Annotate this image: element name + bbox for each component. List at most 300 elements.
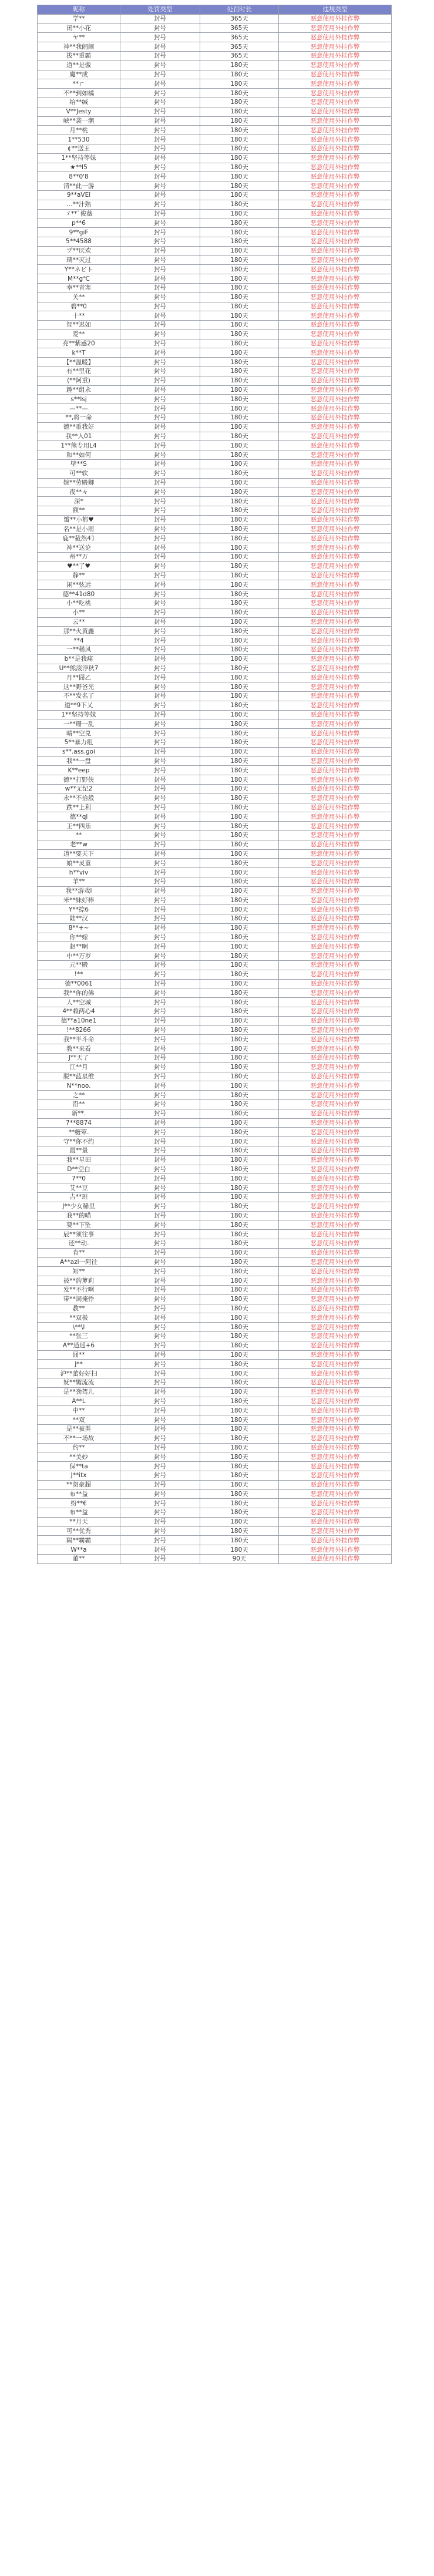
penalty-duration-cell: 180天 [200,840,279,849]
penalty-type-cell: 封号 [120,487,200,497]
nickname-cell: 深* [38,497,120,506]
penalty-duration-cell: 180天 [200,1294,279,1304]
nickname-cell: **,将一命 [38,413,120,423]
nickname-cell: 脱**蓝星维 [38,1072,120,1081]
penalty-duration-cell: 180天 [200,181,279,191]
penalty-type-cell: 封号 [120,395,200,404]
penalty-duration-cell: 180天 [200,775,279,785]
nickname-cell: **张三 [38,1331,120,1341]
nickname-cell: h**viv [38,868,120,877]
penalty-type-cell: 封号 [120,1155,200,1165]
penalty-duration-cell: 180天 [200,190,279,200]
penalty-duration-cell: 180天 [200,1331,279,1341]
table-row [38,1434,392,1443]
penalty-type-cell: 封号 [120,988,200,998]
table-row [38,1424,392,1434]
violation-type-cell: 恶意使用外挂作弊 [279,385,392,395]
violation-type-cell: 恶意使用外挂作弊 [279,1276,392,1286]
violation-type-cell: 恶意使用外挂作弊 [279,961,392,970]
violation-type-cell: 恶意使用外挂作弊 [279,868,392,877]
table-row [38,1341,392,1350]
table-row [38,60,392,70]
nickname-cell: 发**不行啊 [38,1285,120,1294]
penalty-duration-cell: 180天 [200,664,279,673]
nickname-cell: ヤ** [38,33,120,42]
penalty-type-cell: 封号 [120,1062,200,1072]
penalty-type-cell: 封号 [120,274,200,284]
nickname-cell: 妩**媚流流 [38,1378,120,1387]
table-row [38,961,392,970]
nickname-cell: 德**打野侠 [38,775,120,785]
nickname-cell: 一**珊一乱 [38,719,120,729]
penalty-duration-cell: 180天 [200,1285,279,1294]
penalty-duration-cell: 180天 [200,246,279,255]
table-row [38,877,392,886]
nickname-cell: 纷**€ [38,1499,120,1508]
penalty-duration-cell: 180天 [200,311,279,321]
penalty-type-cell: 封号 [120,348,200,358]
penalty-type-cell: 封号 [120,321,200,330]
penalty-duration-cell: 180天 [200,877,279,886]
nickname-cell: 亮**紫感20 [38,339,120,348]
nickname-cell: **ㄏ [38,79,120,89]
penalty-duration-cell: 180天 [200,89,279,98]
table-row [38,580,392,590]
penalty-type-cell: 封号 [120,181,200,191]
table-row [38,1230,392,1239]
table-row [38,1016,392,1025]
table-row [38,729,392,738]
nickname-cell: 和**如何 [38,450,120,460]
penalty-type-cell: 封号 [120,830,200,840]
penalty-type-cell: 封号 [120,1007,200,1017]
table-row [38,218,392,228]
penalty-duration-cell: 180天 [200,979,279,988]
nickname-cell: 艾**豆 [38,1183,120,1193]
table-row [38,1526,392,1536]
penalty-duration-cell: 180天 [200,524,279,534]
penalty-duration-cell: 180天 [200,237,279,246]
nickname-cell: 教**来看 [38,1044,120,1054]
penalty-duration-cell: 180天 [200,1248,279,1257]
table-row [38,1276,392,1286]
table-row [38,163,392,172]
violation-type-cell: 恶意使用外挂作弊 [279,784,392,793]
violation-type-cell: 恶意使用外挂作弊 [279,1397,392,1406]
nickname-cell: 爱** [38,329,120,339]
penalty-duration-cell: 180天 [200,654,279,664]
table-row [38,812,392,822]
penalty-type-cell: 封号 [120,1128,200,1137]
violation-type-cell: 恶意使用外挂作弊 [279,840,392,849]
nickname-cell: 布**益 [38,1489,120,1499]
penalty-type-cell: 封号 [120,42,200,52]
table-row [38,395,392,404]
nickname-cell: 4**赖两心4 [38,1007,120,1017]
table-row [38,228,392,237]
nickname-cell: 额** [38,506,120,516]
violation-type-cell: 恶意使用外挂作弊 [279,590,392,599]
table-row [38,1406,392,1415]
penalty-type-cell: 封号 [120,1313,200,1323]
nickname-cell: 守**你不约 [38,1137,120,1146]
table-row [38,849,392,859]
penalty-type-cell: 封号 [120,951,200,961]
table-row [38,1397,392,1406]
violation-type-cell: 恶意使用外挂作弊 [279,460,392,469]
nickname-cell: **双 [38,1415,120,1425]
nickname-cell: 幸**青寒 [38,283,120,292]
penalty-type-cell: 封号 [120,1193,200,1202]
violation-type-cell: 恶意使用外挂作弊 [279,1526,392,1536]
penalty-type-cell: 封号 [120,292,200,302]
nickname-cell: ** [38,830,120,840]
penalty-type-cell: 封号 [120,506,200,516]
penalty-type-cell: 封号 [120,153,200,163]
penalty-type-cell: 封号 [120,126,200,135]
nickname-cell: 我**游戏l [38,886,120,896]
violation-type-cell: 恶意使用外挂作弊 [279,255,392,265]
violation-type-cell: 恶意使用外挂作弊 [279,580,392,590]
penalty-duration-cell: 180天 [200,1313,279,1323]
penalty-type-cell: 封号 [120,896,200,905]
penalty-duration-cell: 180天 [200,1257,279,1267]
penalty-type-cell: 封号 [120,756,200,766]
nickname-cell: 闭**小花 [38,23,120,33]
nickname-cell: 要**下坠 [38,1220,120,1230]
table-row [38,951,392,961]
penalty-type-cell: 封号 [120,1499,200,1508]
violation-type-cell: 恶意使用外挂作弊 [279,274,392,284]
table-row [38,469,392,478]
nickname-cell: 娘**灵童 [38,859,120,868]
table-row [38,553,392,562]
penalty-type-cell: 封号 [120,942,200,951]
penalty-duration-cell: 180天 [200,691,279,701]
nickname-cell: 辰**须往事 [38,1230,120,1239]
table-row [38,1517,392,1526]
penalty-duration-cell: 365天 [200,14,279,23]
penalty-type-cell: 封号 [120,469,200,478]
penalty-type-cell: 封号 [120,302,200,311]
nickname-cell: 我**半斗命 [38,1035,120,1044]
nickname-cell: 羊** [38,877,120,886]
violation-type-cell: 恶意使用外挂作弊 [279,951,392,961]
penalty-type-cell: 封号 [120,1054,200,1063]
nickname-cell: 江**月 [38,1062,120,1072]
nickname-cell: ♥**了♥ [38,561,120,571]
table-row [38,385,392,395]
penalty-duration-cell: 180天 [200,460,279,469]
violation-type-cell: 恶意使用外挂作弊 [279,1025,392,1035]
nickname-cell: 我**入01 [38,432,120,441]
penalty-duration-cell: 180天 [200,450,279,460]
violation-type-cell: 恶意使用外挂作弊 [279,1378,392,1387]
nickname-cell: 德**0061 [38,979,120,988]
violation-type-cell: 恶意使用外挂作弊 [279,1536,392,1545]
nickname-cell: **月天 [38,1517,120,1526]
nickname-cell: 是**被粪 [38,1424,120,1434]
table-row [38,460,392,469]
table-row [38,1165,392,1174]
table-row [38,970,392,979]
violation-type-cell: 恶意使用外挂作弊 [279,1183,392,1193]
violation-type-cell: 恶意使用外挂作弊 [279,1091,392,1100]
violation-type-cell: 恶意使用外挂作弊 [279,60,392,70]
table-row [38,200,392,209]
violation-type-cell: 恶意使用外挂作弊 [279,1443,392,1452]
penalty-duration-cell: 180天 [200,487,279,497]
table-row [38,422,392,432]
penalty-type-cell: 封号 [120,1239,200,1248]
penalty-duration-cell: 365天 [200,51,279,60]
penalty-duration-cell: 180天 [200,497,279,506]
violation-type-cell: 恶意使用外挂作弊 [279,441,392,450]
table-row [38,1313,392,1323]
penalty-type-cell: 封号 [120,1545,200,1555]
penalty-duration-cell: 180天 [200,766,279,775]
violation-type-cell: 恶意使用外挂作弊 [279,896,392,905]
nickname-cell: 智**迟如 [38,321,120,330]
violation-type-cell: 恶意使用外挂作弊 [279,719,392,729]
table-row [38,441,392,450]
penalty-type-cell: 封号 [120,1100,200,1109]
penalty-type-cell: 封号 [120,1536,200,1545]
penalty-duration-cell: 180天 [200,1109,279,1118]
penalty-type-cell: 封号 [120,1508,200,1518]
penalty-duration-cell: 180天 [200,1517,279,1526]
violation-type-cell: 恶意使用外挂作弊 [279,1054,392,1063]
penalty-duration-cell: 180天 [200,1471,279,1480]
penalty-type-cell: 封号 [120,1165,200,1174]
penalty-duration-cell: 180天 [200,1035,279,1044]
penalty-duration-cell: 180天 [200,228,279,237]
nickname-cell: **美妙 [38,1452,120,1462]
nickname-cell: 沿** [38,1100,120,1109]
table-row [38,710,392,719]
penalty-duration-cell: 180天 [200,1072,279,1081]
violation-type-cell: 恶意使用外挂作弊 [279,1341,392,1350]
nickname-cell: 夜**々 [38,487,120,497]
nickname-cell: 瓣**小都♥ [38,515,120,524]
table-row [38,645,392,654]
penalty-duration-cell: 180天 [200,1062,279,1072]
penalty-duration-cell: 180天 [200,830,279,840]
nickname-cell: 约** [38,1443,120,1452]
violation-type-cell: 恶意使用外挂作弊 [279,617,392,627]
penalty-type-cell: 封号 [120,1331,200,1341]
violation-type-cell: 恶意使用外挂作弊 [279,1415,392,1425]
violation-type-cell: 恶意使用外挂作弊 [279,1035,392,1044]
penalty-duration-cell: 180天 [200,172,279,181]
penalty-duration-cell: 180天 [200,793,279,803]
penalty-type-cell: 封号 [120,1016,200,1025]
penalty-type-cell: 封号 [120,822,200,831]
table-row [38,1555,392,1564]
violation-type-cell: 恶意使用外挂作弊 [279,756,392,766]
violation-type-cell: 恶意使用外挂作弊 [279,1452,392,1462]
nickname-cell: 德**a10ne1 [38,1016,120,1025]
violation-type-cell: 恶意使用外挂作弊 [279,1294,392,1304]
table-row [38,190,392,200]
nickname-cell: 5**暴力组 [38,738,120,747]
table-row [38,292,392,302]
violation-type-cell: 恶意使用外挂作弊 [279,1239,392,1248]
nickname-cell: 可**优秀 [38,1526,120,1536]
penalty-type-cell: 封号 [120,1452,200,1462]
penalty-duration-cell: 180天 [200,441,279,450]
table-row [38,450,392,460]
table-row [38,1360,392,1369]
nickname-cell: 董** [38,1555,120,1564]
violation-type-cell: 恶意使用外挂作弊 [279,1081,392,1091]
penalty-type-cell: 封号 [120,450,200,460]
table-row [38,1304,392,1313]
violation-type-cell: 恶意使用外挂作弊 [279,803,392,812]
table-row [38,413,392,423]
table-row [38,339,392,348]
violation-type-cell: 恶意使用外挂作弊 [279,664,392,673]
penalty-type-cell: 封号 [120,580,200,590]
penalty-duration-cell: 180天 [200,1387,279,1397]
penalty-duration-cell: 180天 [200,1118,279,1128]
penalty-type-cell: 封号 [120,803,200,812]
penalty-duration-cell: 180天 [200,107,279,116]
table-row [38,636,392,645]
nickname-cell: プ**厌欢 [38,246,120,255]
table-row [38,1248,392,1257]
penalty-duration-cell: 180天 [200,1193,279,1202]
penalty-duration-cell: 180天 [200,367,279,376]
violation-type-cell: 恶意使用外挂作弊 [279,107,392,116]
penalty-duration-cell: 180天 [200,822,279,831]
penalty-duration-cell: 180天 [200,395,279,404]
violation-type-cell: 恶意使用外挂作弊 [279,70,392,79]
table-row [38,302,392,311]
table-row [38,868,392,877]
violation-type-cell: 恶意使用外挂作弊 [279,1193,392,1202]
penalty-type-cell: 封号 [120,218,200,228]
table-row [38,1202,392,1211]
violation-type-cell: 恶意使用外挂作弊 [279,608,392,617]
nickname-cell: 保**ta [38,1462,120,1471]
violation-type-cell: 恶意使用外挂作弊 [279,1369,392,1378]
nickname-cell: 老**w [38,840,120,849]
table-row [38,376,392,385]
table-row [38,1378,392,1387]
violation-type-cell: 恶意使用外挂作弊 [279,422,392,432]
nickname-cell: 月**桃 [38,126,120,135]
penalty-duration-cell: 180天 [200,200,279,209]
penalty-type-cell: 封号 [120,228,200,237]
violation-type-cell: 恶意使用外挂作弊 [279,859,392,868]
violation-type-cell: 恶意使用外挂作弊 [279,497,392,506]
table-row [38,348,392,358]
table-row [38,432,392,441]
penalty-type-cell: 封号 [120,255,200,265]
penalty-type-cell: 封号 [120,1202,200,1211]
penalty-type-cell: 封号 [120,1044,200,1054]
nickname-cell: 清**此一游 [38,181,120,191]
violation-type-cell: 恶意使用外挂作弊 [279,23,392,33]
violation-type-cell: 恶意使用外挂作弊 [279,218,392,228]
penalty-type-cell: 封号 [120,970,200,979]
table-row [38,404,392,413]
penalty-duration-cell: 180天 [200,571,279,580]
violation-type-cell: 恶意使用外挂作弊 [279,1109,392,1118]
penalty-type-cell: 封号 [120,1360,200,1369]
nickname-cell: 赵**啊 [38,942,120,951]
table-row [38,478,392,487]
penalty-type-cell: 封号 [120,979,200,988]
penalty-type-cell: 封号 [120,636,200,645]
table-row [38,209,392,218]
violation-type-cell: 恶意使用外挂作弊 [279,1248,392,1257]
nickname-cell: 这**野爸光 [38,682,120,692]
penalty-type-cell: 封号 [120,775,200,785]
penalty-type-cell: 封号 [120,793,200,803]
nickname-cell: 德**重我好 [38,422,120,432]
penalty-duration-cell: 180天 [200,710,279,719]
nickname-cell: 元**殿 [38,961,120,970]
table-header [38,5,392,15]
nickname-cell: 吉**班 [38,1193,120,1202]
violation-type-cell: 恶意使用外挂作弊 [279,246,392,255]
nickname-cell: A**逍遥+6 [38,1341,120,1350]
violation-type-cell: 恶意使用外挂作弊 [279,339,392,348]
penalty-type-cell: 封号 [120,1350,200,1360]
penalty-duration-cell: 180天 [200,1183,279,1193]
nickname-cell: **糖荤. [38,1128,120,1137]
violation-type-cell: 恶意使用外挂作弊 [279,1211,392,1220]
penalty-type-cell: 封号 [120,1517,200,1526]
table-row [38,144,392,153]
penalty-duration-cell: 180天 [200,729,279,738]
violation-type-cell: 恶意使用外挂作弊 [279,1387,392,1397]
table-row [38,14,392,23]
table-row [38,246,392,255]
violation-type-cell: 恶意使用外挂作弊 [279,181,392,191]
violation-type-cell: 恶意使用外挂作弊 [279,1406,392,1415]
violation-type-cell: 恶意使用外挂作弊 [279,988,392,998]
violation-type-cell: 恶意使用外挂作弊 [279,1462,392,1471]
violation-type-cell: 恶意使用外挂作弊 [279,543,392,553]
penalty-type-cell: 封号 [120,1387,200,1397]
nickname-cell: 中** [38,1406,120,1415]
nickname-cell: 带**词掩悸 [38,1294,120,1304]
violation-type-cell: 恶意使用外挂作弊 [279,172,392,181]
violation-type-cell: 恶意使用外挂作弊 [279,793,392,803]
table-row [38,1452,392,1462]
violation-type-cell: 恶意使用外挂作弊 [279,877,392,886]
violation-type-cell: 恶意使用外挂作弊 [279,1044,392,1054]
penalty-duration-cell: 180天 [200,422,279,432]
table-row [38,682,392,692]
penalty-duration-cell: 180天 [200,97,279,107]
penalty-type-cell: 封号 [120,144,200,153]
penalty-duration-cell: 180天 [200,580,279,590]
penalty-duration-cell: 180天 [200,1341,279,1350]
nickname-cell: 魔**成 [38,70,120,79]
violation-type-cell: 恶意使用外挂作弊 [279,1155,392,1165]
nickname-cell: N**noo. [38,1081,120,1091]
violation-type-cell: 恶意使用外挂作弊 [279,524,392,534]
violation-type-cell: 恶意使用外挂作弊 [279,766,392,775]
penalty-type-cell: 封号 [120,422,200,432]
penalty-duration-cell: 180天 [200,1202,279,1211]
table-row [38,1183,392,1193]
penalty-type-cell: 封号 [120,766,200,775]
